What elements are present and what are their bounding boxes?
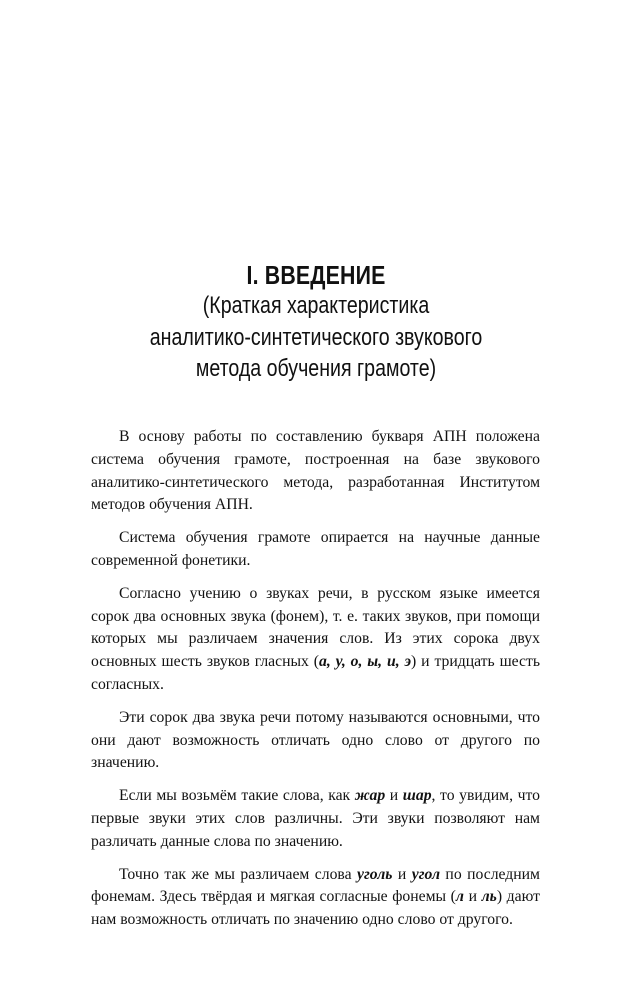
body-text bbox=[91, 426, 540, 932]
example-word-zhar: жар bbox=[354, 787, 386, 805]
chapter-heading bbox=[0, 260, 632, 385]
paragraph-2 bbox=[91, 527, 540, 573]
chapter-subtitle-line-1: (Краткая характеристика bbox=[202, 292, 430, 319]
paragraph-6-text: Точно так же мы различаем слова bbox=[119, 865, 358, 883]
paragraph-1 bbox=[91, 426, 540, 517]
paragraph-1-text: В основу работы по составлению букваря АПН положена система обучения грамоте, построенная на базе звукового аналитико-синтетического метода, разработанная Институтом методов обучения АПН. bbox=[91, 428, 540, 514]
paragraph-3 bbox=[91, 583, 540, 697]
phoneme-l: л bbox=[455, 888, 464, 906]
paragraph-5 bbox=[91, 785, 540, 853]
example-word-shar: шар bbox=[402, 787, 432, 805]
paragraph-3-text: Согласно учению о звуках речи, в русском языке имеется сорок два основных звука (фонем), т. е. таких звуков, при помощи которых мы различаем значения слов. Из этих сорока двух основных шесть звуков гласных ( bbox=[91, 584, 540, 671]
chapter-subtitle-line-3: метода обучения грамоте) bbox=[195, 355, 437, 382]
paragraph-5-text: Если мы возьмём такие слова, как bbox=[119, 787, 355, 805]
chapter-title: I. ВВЕДЕНИЕ bbox=[246, 260, 386, 290]
example-word-ugol-soft: уголь bbox=[357, 865, 393, 883]
paragraph-6-text-middle: по последним фонемам. Здесь твёрдая и мягкая согласные фонемы ( bbox=[91, 865, 540, 906]
paragraph-6-conjunction-2: и bbox=[463, 888, 482, 906]
vowels-list: а, у, о, ы, и, э bbox=[318, 653, 412, 671]
paragraph-3-text-end: ) и тридцать шесть согласных. bbox=[91, 653, 540, 693]
paragraph-5-conjunction: и bbox=[385, 787, 403, 805]
example-word-ugol: угол bbox=[411, 865, 440, 883]
paragraph-6 bbox=[91, 864, 540, 932]
paragraph-4-text: Эти сорок два звука речи потому называются основными, что они дают возможность отличать одно слово от другого по значению. bbox=[91, 708, 540, 772]
paragraph-2-text: Система обучения грамоте опирается на научные данные современной фонетики. bbox=[91, 529, 540, 569]
paragraph-6-text-end: ) дают нам возможность отличать по значению одно слово от другого. bbox=[91, 888, 540, 929]
phoneme-l-soft: ль bbox=[481, 888, 497, 906]
paragraph-5-text-end: , то увидим, что первые звуки этих слов различны. Эти звуки позволяют нам различать данные слова по значению. bbox=[91, 787, 540, 850]
paragraph-6-conjunction: и bbox=[392, 865, 412, 883]
paragraph-4 bbox=[91, 707, 540, 775]
chapter-subtitle-line-2: аналитико-синтетического звукового bbox=[149, 323, 483, 351]
